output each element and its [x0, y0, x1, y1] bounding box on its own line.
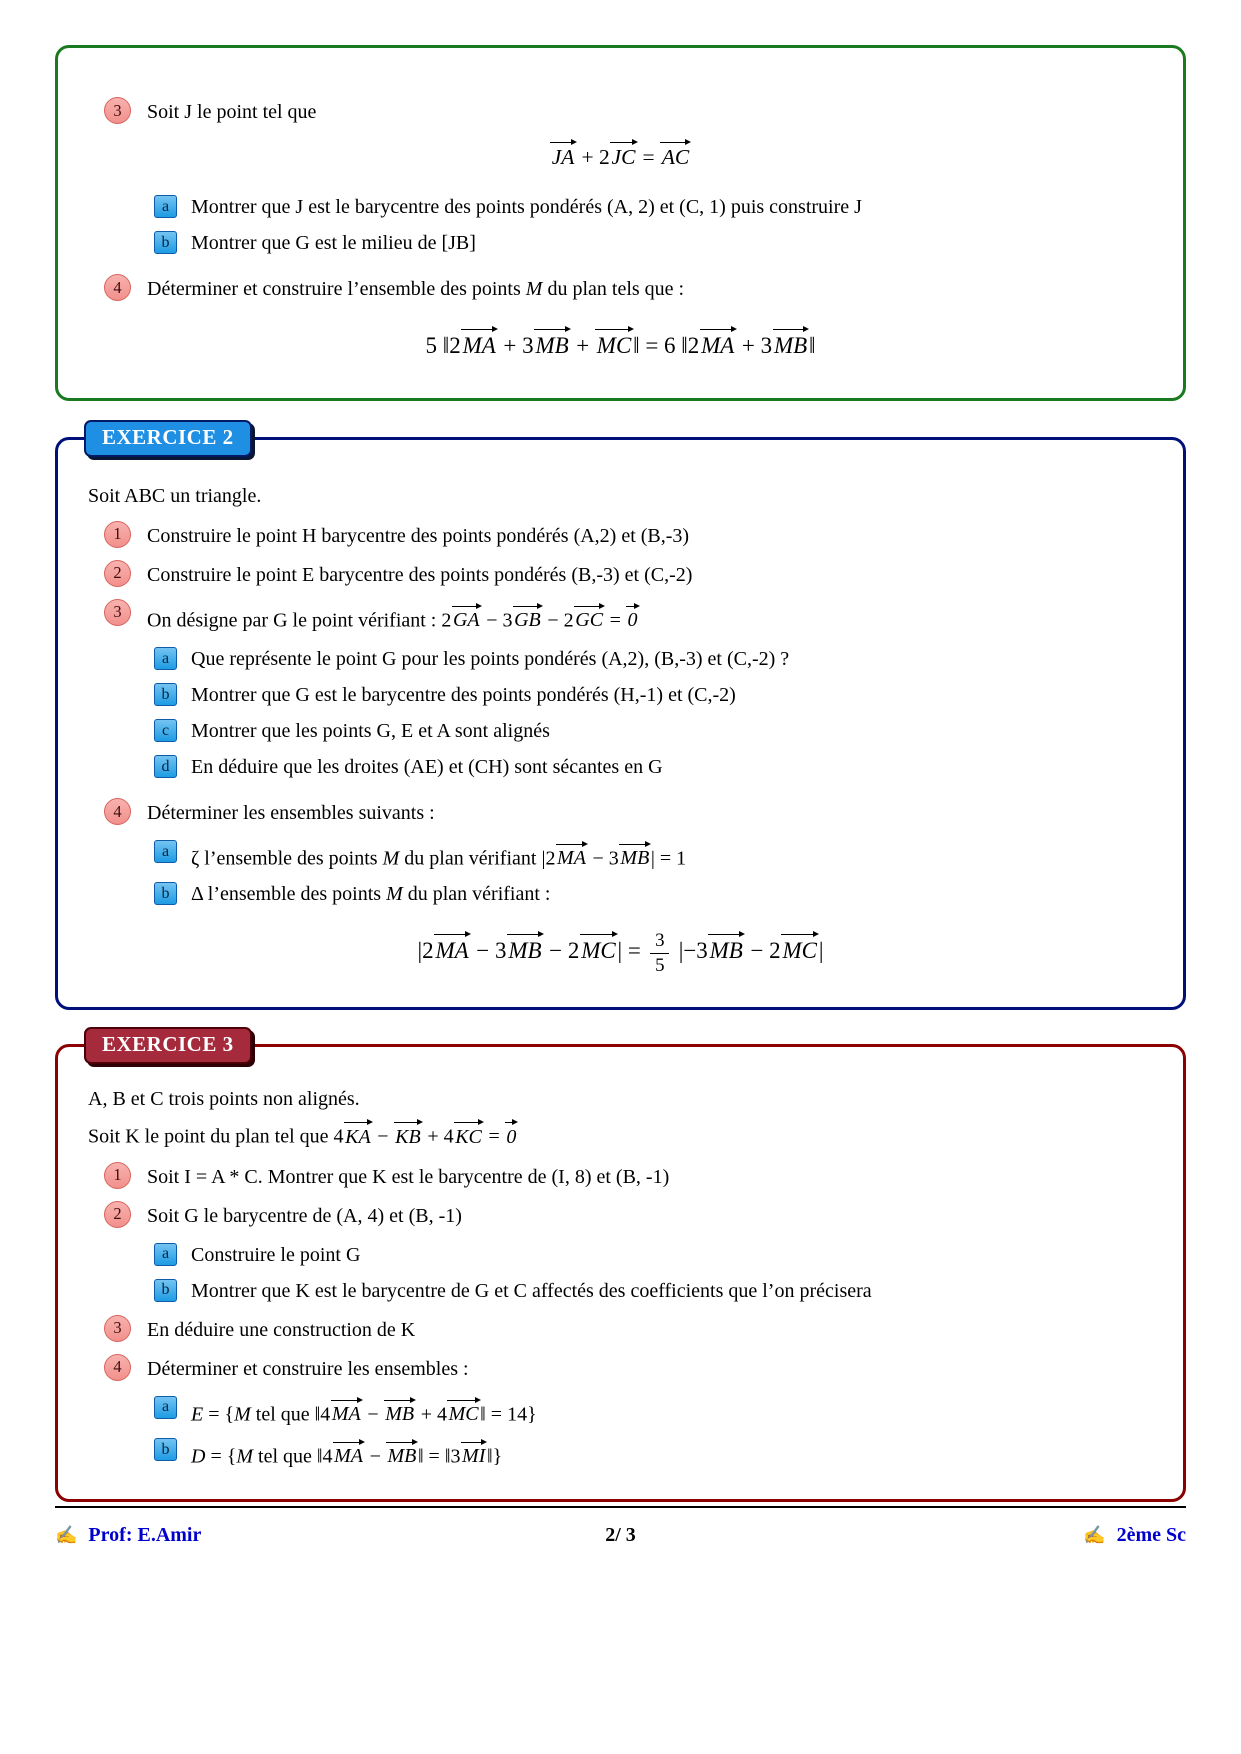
ex2-question-2-row [104, 560, 1153, 590]
ex2-question-3b-row [154, 680, 1153, 710]
pen-icon: ✍ [1083, 1525, 1106, 1545]
question-number-badge: 4 [104, 1354, 131, 1381]
ex1-question-3-row [104, 97, 1153, 127]
question-letter-badge: b [154, 882, 177, 905]
question-number-badge: 1 [104, 521, 131, 548]
ex2-question-3a-text: Que représente le point G pour les points pondérés (A,2), (B,-3) et (C,-2) ? [191, 648, 790, 671]
question-number-badge: 3 [104, 1315, 131, 1342]
question-number-badge: 2 [104, 560, 131, 587]
ex2-question-4b-row [154, 879, 1153, 909]
ex2-question-3d-text: En déduire que les droites (AE) et (CH) sont sécantes en G [191, 756, 663, 779]
ex3-question-2-row [104, 1201, 1153, 1231]
exercise2-box [55, 424, 1186, 1011]
ex1-question-3b-text: Montrer que G est le milieu de [JB] [191, 232, 476, 255]
question-letter-badge: d [154, 755, 177, 778]
ex3-question-2b-text: Montrer que K est le barycentre de G et C affectés des coefficients que l’on précisera [191, 1279, 872, 1302]
footer-author-text: Prof: E.Amir [88, 1524, 202, 1546]
ex2-question-1-row [104, 521, 1153, 551]
ex2-question-4-row [104, 798, 1153, 828]
question-letter-badge: b [154, 231, 177, 254]
ex3-question-2b-row [154, 1276, 1153, 1306]
ex1-question-3a-row [154, 192, 1153, 222]
footer-page-number: 2/ 3 [605, 1524, 636, 1546]
ex3-question-4b-row [154, 1435, 1153, 1471]
ex2-display-formula: |2MA − 3MB − 2MC| = $\frac{3}{5}$ |−3MB − 2MC| [88, 927, 1153, 977]
exercise3-box [55, 1032, 1186, 1502]
ex3-question-4a-text: E = {M tel que ‖4MA − MB + 4MC‖ = 14} [191, 1393, 537, 1429]
ex3-question-4b-text: D = {M tel que ‖4MA − MB‖ = ‖3MI‖} [191, 1435, 502, 1471]
question-letter-badge: a [154, 1396, 177, 1419]
ex1-question-3a-text: Montrer que J est le barycentre des points pondérés (A, 2) et (C, 1) puis construire J [191, 196, 862, 219]
ex3-question-2a-text: Construire le point G [191, 1243, 361, 1266]
question-letter-badge: b [154, 1438, 177, 1461]
ex1-question-4-text: Déterminer et construire l’ensemble des points M du plan tels que : [147, 278, 685, 301]
ex2-question-3d-row [154, 752, 1153, 782]
ex2-question-4-text: Déterminer les ensembles suivants : [147, 802, 435, 825]
question-number-badge: 4 [104, 274, 131, 301]
exercise2-header: EXERCICE 2 [84, 420, 252, 457]
question-number-badge: 2 [104, 1201, 131, 1228]
question-letter-badge: c [154, 719, 177, 742]
question-number-badge: 1 [104, 1162, 131, 1189]
question-letter-badge: b [154, 683, 177, 706]
ex3-question-4-text: Déterminer et construire les ensembles : [147, 1357, 469, 1380]
question-letter-badge: a [154, 1243, 177, 1266]
ex3-question-3-row [104, 1315, 1153, 1345]
pen-icon: ✍ [55, 1525, 78, 1545]
ex2-question-2-text: Construire le point E barycentre des points pondérés (B,-3) et (C,-2) [147, 563, 693, 586]
question-number-badge: 3 [104, 97, 131, 124]
ex3-question-2-text: Soit G le barycentre de (A, 4) et (B, -1) [147, 1204, 462, 1227]
ex3-question-4a-row [154, 1393, 1153, 1429]
ex2-question-4a-row [154, 837, 1153, 873]
footer-class [1083, 1524, 1186, 1547]
question-number-badge: 3 [104, 599, 131, 626]
ex2-question-3-row [104, 599, 1153, 635]
ex3-question-3-text: En déduire une construction de K [147, 1318, 416, 1341]
footer-author [55, 1524, 201, 1547]
ex1-question-4-row [104, 274, 1153, 304]
ex2-question-4b-text: Δ l’ensemble des points M du plan vérifiant : [191, 883, 551, 906]
ex1-display-formula-j: JA + 2JC = AC [88, 136, 1153, 178]
ex2-question-3a-row [154, 644, 1153, 674]
ex2-question-1-text: Construire le point H barycentre des points pondérés (A,2) et (B,-3) [147, 524, 690, 547]
ex3-question-2a-row [154, 1240, 1153, 1270]
ex3-question-1-row [104, 1162, 1153, 1192]
footer-class-text: 2ème Sc [1116, 1524, 1186, 1546]
exercise3-intro-line2: Soit K le point du plan tel que 4KA − KB + 4KC = 0 [88, 1116, 1153, 1151]
ex2-question-4a-text: ζ l’ensemble des points M du plan vérifiant |2MA − 3MB| = 1 [191, 837, 686, 873]
question-letter-badge: a [154, 195, 177, 218]
question-letter-badge: b [154, 1279, 177, 1302]
question-letter-badge: a [154, 647, 177, 670]
ex2-question-3-text: On désigne par G le point vérifiant : 2GA − 3GB − 2GC = 0 [147, 599, 639, 635]
ex1-question-3-text: Soit J le point tel que [147, 101, 317, 123]
question-number-badge: 4 [104, 798, 131, 825]
ex1-question-3b-row [154, 228, 1153, 258]
exercise2-intro: Soit ABC un triangle. [88, 484, 262, 507]
exercise1-continued-box [55, 45, 1186, 401]
ex2-question-3b-text: Montrer que G est le barycentre des points pondérés (H,-1) et (C,-2) [191, 684, 736, 707]
exercise3-intro-line1: A, B et C trois points non alignés. [88, 1088, 360, 1111]
ex2-question-3c-row [154, 716, 1153, 746]
ex2-question-3c-text: Montrer que les points G, E et A sont alignés [191, 720, 550, 743]
ex3-question-4-row [104, 1354, 1153, 1384]
question-letter-badge: a [154, 840, 177, 863]
page-footer [55, 1506, 1186, 1547]
ex3-question-1-text: Soit I = A * C. Montrer que K est le barycentre de (I, 8) et (B, -1) [147, 1165, 670, 1188]
exercise3-header: EXERCICE 3 [84, 1027, 252, 1064]
ex1-display-formula-m: 5 ‖2MA + 3MB + MC‖ = 6 ‖2MA + 3MB‖ [88, 322, 1153, 368]
